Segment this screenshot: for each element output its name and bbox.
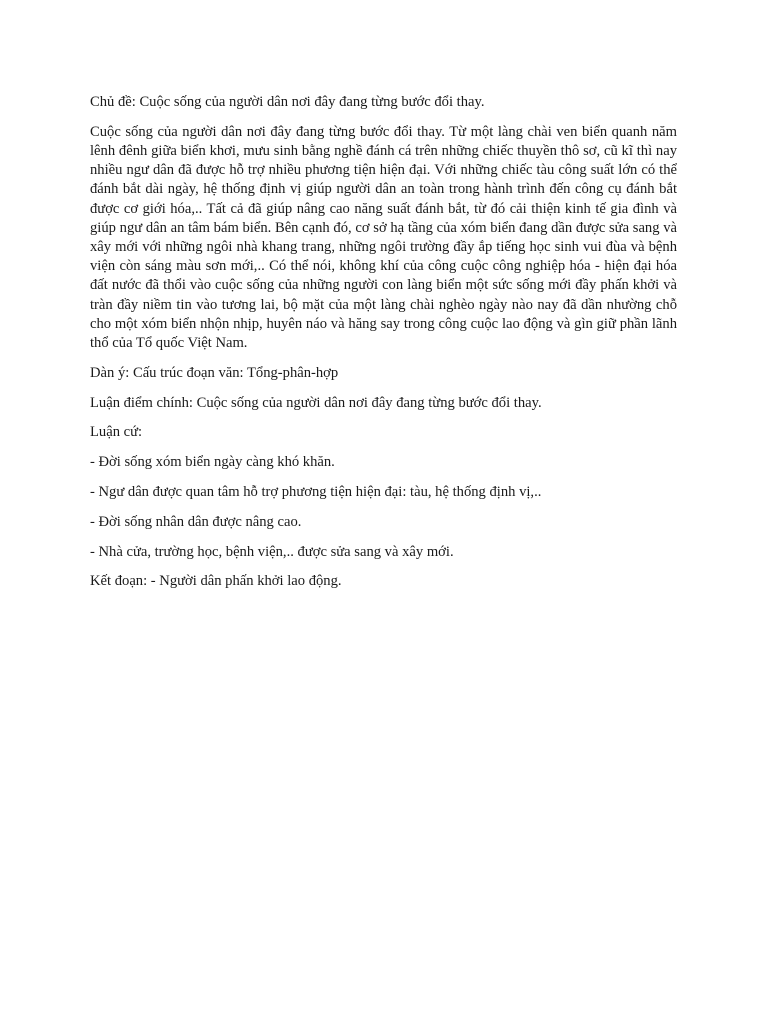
document-body xyxy=(90,93,677,602)
argument-item: - Nhà cửa, trường học, bệnh viện,.. được sửa sang và xây mới. xyxy=(90,543,454,560)
conclusion-line: Kết đoạn: - Người dân phấn khởi lao động. xyxy=(90,573,342,590)
argument-item: - Đời sống nhân dân được nâng cao. xyxy=(90,513,302,530)
argument-item: - Đời sống xóm biển ngày càng khó khăn. xyxy=(90,454,335,471)
topic-line: Chủ đề: Cuộc sống của người dân nơi đây đang từng bước đổi thay. xyxy=(90,94,485,110)
outline-line: Dàn ý: Cấu trúc đoạn văn: Tổng-phân-hợp xyxy=(90,364,339,381)
argument-item: - Ngư dân được quan tâm hỗ trợ phương tiện hiện đại: tàu, hệ thống định vị,.. xyxy=(90,484,542,501)
main-point-line: Luận điểm chính: Cuộc sống của người dân nơi đây đang từng bước đổi thay. xyxy=(90,394,542,411)
main-paragraph: Cuộc sống của người dân nơi đây đang từng bước đổi thay. Từ một làng chài ven biển quanh năm lênh đênh giữa biển khơi, mưu sinh bằng nghề đánh cá trên những chiếc thuyền thô sơ, cũ kĩ thì nay nhiều ngư dân đã được hỗ trợ nhiều phương tiện hiện đại. Với những chiếc tàu công suất lớn có thể đánh bắt dài ngày, hệ thống định vị giúp người dân an toàn trong hành trình đến công cụ đánh bắt được cơ giới hóa,.. Tất cả đã giúp nâng cao năng suất đánh bắt, từ đó cải thiện kinh tế gia đình và giúp ngư dân an tâm bám biển. Bên cạnh đó, cơ sở hạ tầng của xóm biển đang dần được sửa sang và xây mới với những ngôi nhà khang trang, những ngôi trường đầy ắp tiếng học sinh vui đùa và bệnh viện còn sáng màu sơn mới,.. Có thể nói, không khí của công cuộc công nghiệp hóa - hiện đại hóa đất nước đã thổi vào cuộc sống của những người con làng biển một sức sống mới đầy phấn khởi và tràn đầy niềm tin vào tương lai, bộ mặt của một làng chài nghèo ngày nào nay đã dần nhường chỗ cho một xóm biển nhộn nhịp, huyên náo và hăng say trong công cuộc lao động và gìn giữ phần lãnh thổ của Tổ quốc Việt Nam. xyxy=(90,123,677,352)
arguments-heading: Luận cứ: xyxy=(90,424,143,441)
